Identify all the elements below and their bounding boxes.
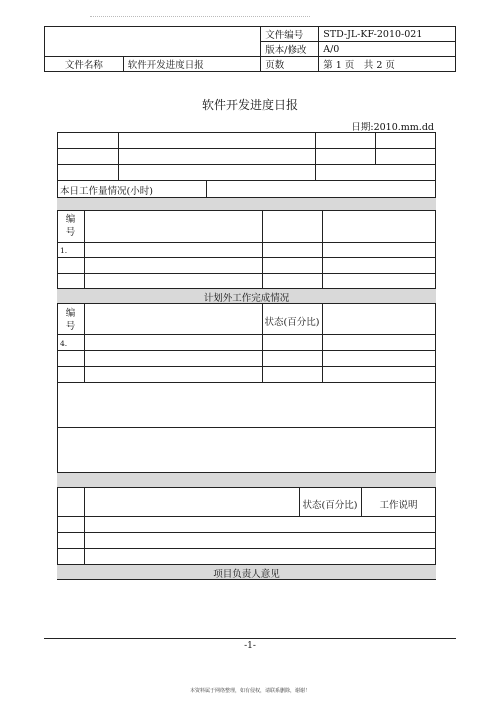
grey-band-3: [57, 472, 436, 488]
unplanned-heading: 计划外工作完成情况: [203, 293, 290, 304]
header-blank-cell: [45, 27, 261, 57]
document-title: 软件开发进度日报: [201, 98, 298, 112]
footer-rule: [44, 638, 456, 639]
doc-no-label: 文件编号: [261, 27, 319, 42]
pages-label: 页数: [261, 57, 319, 72]
pm-opinion-heading: 项目负责人意见: [213, 569, 280, 580]
daily-workload-label: 本日工作量情况(小时): [60, 186, 153, 197]
version-value: A/0: [319, 42, 456, 57]
file-name-value: 软件开发进度日报: [123, 57, 261, 72]
document-date: 日期:2010.mm.dd: [351, 122, 434, 133]
footer-note: 本资料属于网络整理，如有侵权，请联系删除，谢谢！: [189, 688, 310, 694]
col-no-header-1: 编 号: [65, 214, 76, 238]
col-no-header-2: 编 号: [65, 308, 76, 332]
version-label: 版本/修改: [261, 42, 319, 57]
pages-value: 第 1 页 共 2 页: [319, 57, 456, 72]
header-table: [44, 26, 456, 72]
row-1-index: 1.: [60, 246, 68, 255]
page-number: -1-: [244, 641, 256, 651]
file-name-label: 文件名称: [45, 57, 124, 72]
header-faint-line: [90, 16, 310, 23]
row-4-index: 4.: [60, 339, 68, 348]
grey-band-1: [57, 197, 436, 211]
doc-no-value: STD-JL-KF-2010-021: [319, 27, 456, 42]
work-desc-header: 工作说明: [379, 500, 418, 511]
status-pct-header: 状态(百分比): [264, 317, 320, 328]
status-pct-header-2: 状态(百分比): [302, 500, 358, 511]
